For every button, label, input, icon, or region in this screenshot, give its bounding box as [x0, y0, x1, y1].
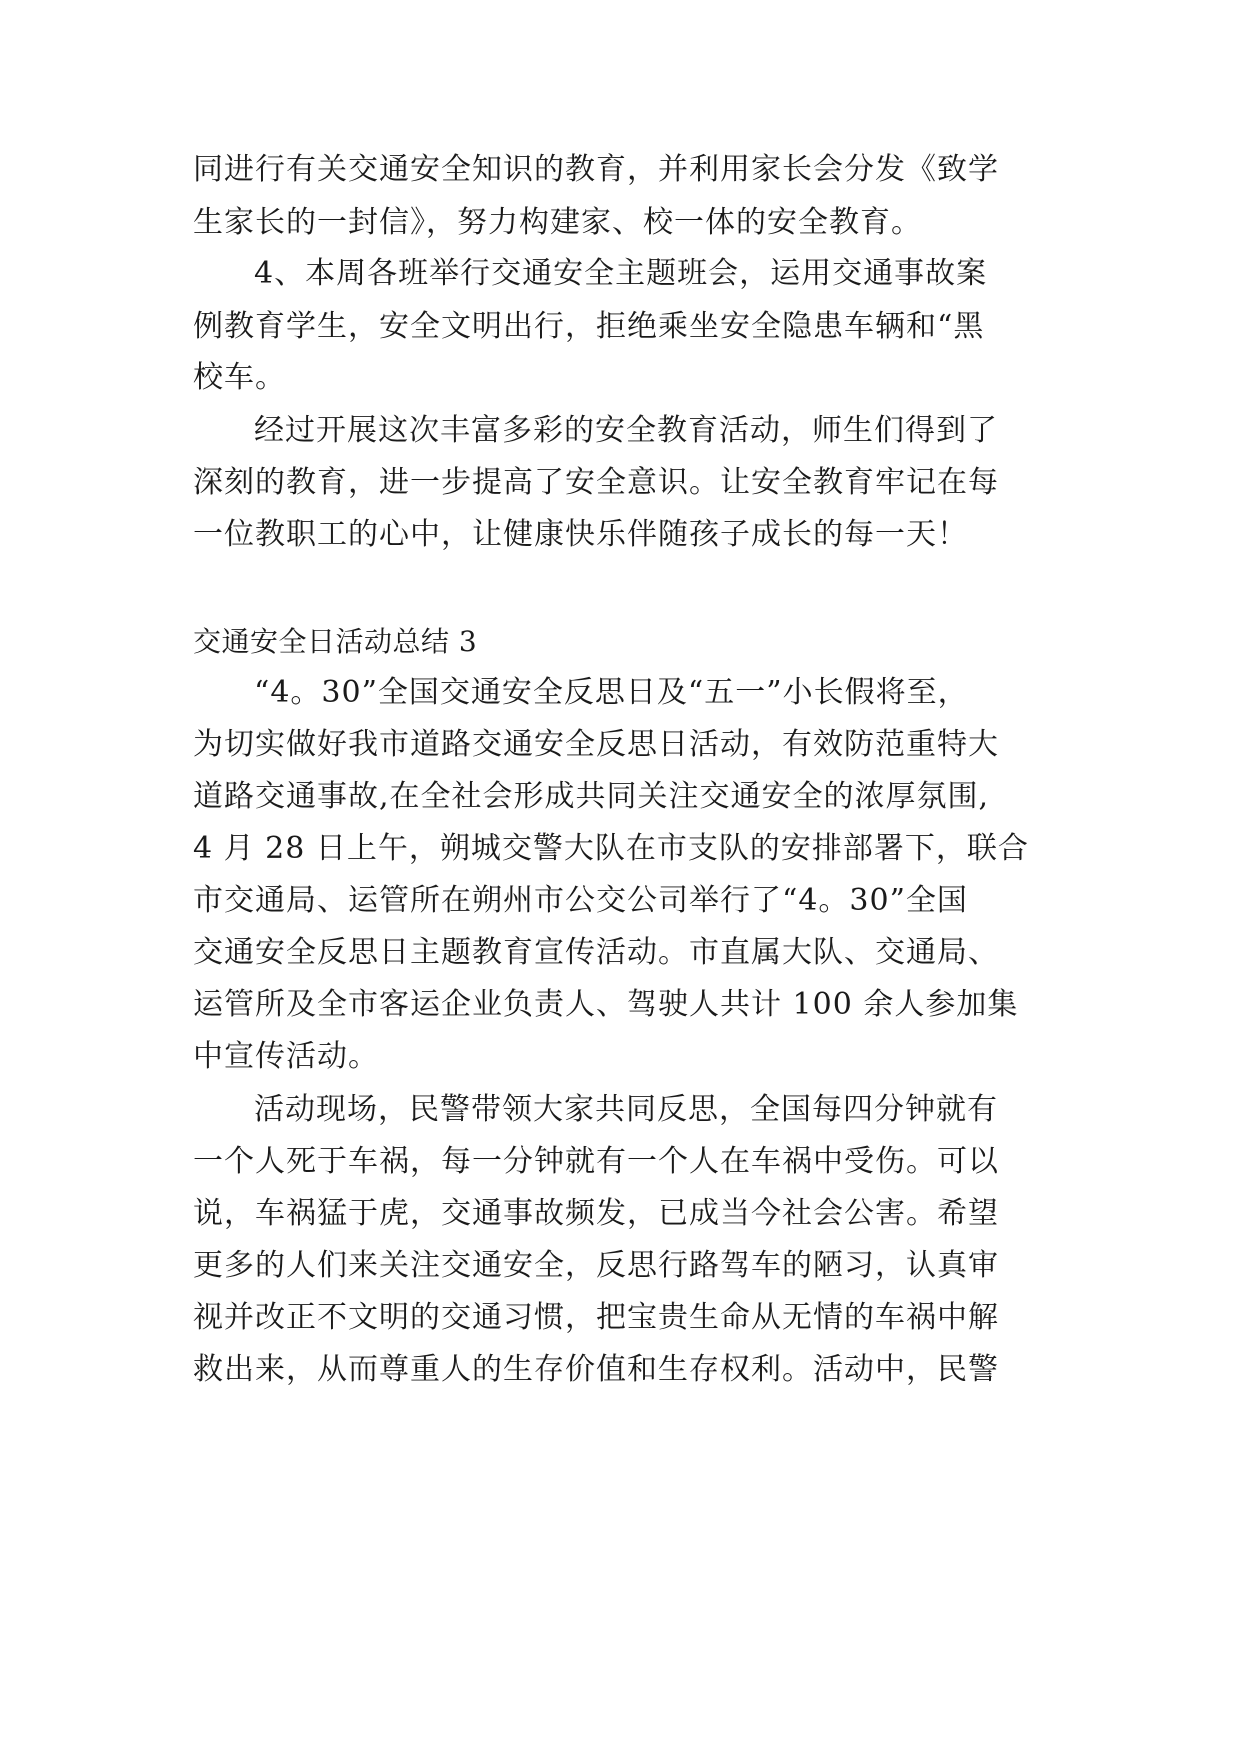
- paragraph-line: 生家长的一封信》，努力构建家、校一体的安全教育。: [193, 205, 922, 240]
- paragraph-line: 4 月 28 日上午，朔城交警大队在市支队的安排部署下，联合: [193, 831, 1029, 866]
- paragraph-line: 活动现场，民警带领大家共同反思，全国每四分钟就有: [254, 1092, 998, 1127]
- paragraph-line: 校车。: [193, 360, 286, 395]
- paragraph-line: 4、本周各班举行交通安全主题班会，运用交通事故案: [254, 256, 988, 291]
- paragraph-line: 为切实做好我市道路交通安全反思日活动，有效防范重特大: [193, 727, 999, 762]
- paragraph-line: 视并改正不文明的交通习惯，把宝贵生命从无情的车祸中解: [193, 1300, 999, 1335]
- paragraph-line: 一个人死于车祸，每一分钟就有一个人在车祸中受伤。可以: [193, 1144, 999, 1179]
- paragraph-line: 道路交通事故,在全社会形成共同关注交通安全的浓厚氛围,: [193, 779, 990, 814]
- paragraph-line: “4。30”全国交通安全反思日及“五一”小长假将至，: [254, 675, 969, 710]
- paragraph-line: 深刻的教育，进一步提高了安全意识。让安全教育牢记在每: [193, 465, 999, 500]
- paragraph-line: 例教育学生，安全文明出行，拒绝乘坐安全隐患车辆和“黑: [193, 309, 985, 344]
- paragraph-line: 说，车祸猛于虎，交通事故频发，已成当今社会公害。希望: [193, 1196, 999, 1231]
- paragraph-line: 经过开展这次丰富多彩的安全教育活动，师生们得到了: [254, 413, 998, 448]
- paragraph-line: 运管所及全市客运企业负责人、驾驶人共计 100 余人参加集: [193, 987, 1019, 1022]
- section-title: 交通安全日活动总结 3: [193, 625, 478, 658]
- paragraph-line: 更多的人们来关注交通安全，反思行路驾车的陋习，认真审: [193, 1248, 999, 1283]
- paragraph-line: 一位教职工的心中，让健康快乐伴随孩子成长的每一天！: [193, 517, 968, 552]
- paragraph-line: 市交通局、运管所在朔州市公交公司举行了“4。30”全国: [193, 883, 968, 918]
- paragraph-line: 交通安全反思日主题教育宣传活动。市直属大队、交通局、: [193, 935, 999, 970]
- paragraph-line: 同进行有关交通安全知识的教育，并利用家长会分发《致学: [193, 152, 999, 187]
- paragraph-line: 中宣传活动。: [193, 1039, 379, 1074]
- paragraph-line: 救出来，从而尊重人的生存价值和生存权利。活动中，民警: [193, 1352, 999, 1387]
